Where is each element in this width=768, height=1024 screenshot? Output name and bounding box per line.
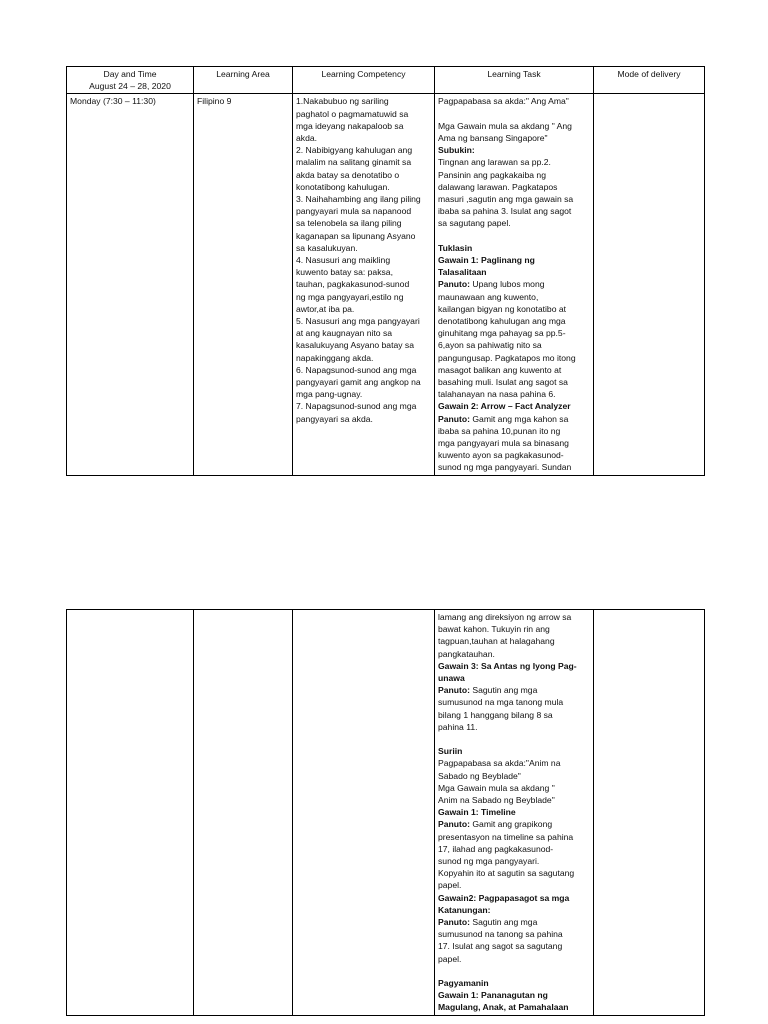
pagyamanin-heading: Pagyamanin	[438, 978, 489, 989]
surin-heading: Suriin	[438, 746, 463, 757]
day-cell: Monday (7:30 – 11:30)	[67, 94, 194, 475]
task-cell: lamang ang direksiyon ng arrow sa bawat kahon. Tukuyin rin ang tagpuan,tauhan at halagahang pangkatauhan. Gawain 3: Sa Antas ng Iyong Pag- unawa Panuto: Sagutin ang mga sumusunod na mga tanong mula bilang 1 hanggang bilang 8 sa pahina 11. Suriin Pagpapabasa sa akda:"Anim na Sabado ng Beyblade" Mga Gawain mula sa akdang " Anim na Sabado ng Beyblade" Gawain 1: Timeline Panuto: Gamit ang grapikong presentasyon na timeline sa pahina 17, ilahad ang pagkakasunod- sunod ng mga pangyayari. Kopyahin ito at sagutin sa sagutang papel. Gawain2: Pagpapasagot sa mga Katanungan: Panuto: Sagutin ang mga sumusunod na tanong sa pahina 17. Isulat ang sagot sa sagutang papel. Pagyamanin Gawain 1: Pananagutan ng Magulang, Anak, at Pamahalaan	[435, 610, 594, 1016]
header-learning-area: Learning Area	[194, 67, 293, 94]
header-date-range: August 24 – 28, 2020	[89, 81, 171, 92]
tuklasin-heading: Tuklasin	[438, 242, 473, 253]
day-cell	[67, 610, 194, 1016]
area-cell	[194, 610, 293, 1016]
mode-cell	[594, 94, 705, 475]
header-mode-of-delivery: Mode of delivery	[594, 67, 705, 94]
competency-cell	[293, 610, 435, 1016]
header-row	[67, 67, 705, 94]
header-day-time: Day and Time August 24 – 28, 2020	[67, 67, 194, 94]
task-cell: Pagpapabasa sa akda:" Ang Ama" Mga Gawain mula sa akdang " Ang Ama ng bansang Singapore" Subukin: Tingnan ang larawan sa pp.2. Pansinin ang pagkakaiba ng dalawang larawan. Pagkatapos masuri ,sagutin ang mga gawain sa ibaba sa pahina 3. Isulat ang sagot sa sagutang papel. Tuklasin Gawain 1: Paglinang ng Talasalitaan Panuto: Upang lubos mong maunawaan ang kuwento, kailangan bigyan ng konotatibo at denotatibong kahulugan ang mga ginuhitang mga pahayag sa pp.5- 6,ayon sa pahiwatig nito sa pangungusap. Pagkatapos mo itong masagot balikan ang kuwento at basahing muli. Isulat ang sagot sa talahanayan na nasa pahina 6. Gawain 2: Arrow – Fact Analyzer Panuto: Gamit ang mga kahon sa ibaba sa pahina 10,punan ito ng mga pangyayari mula sa binasang kuwento ayon sa pagkakasunod- sunod ng mga pangyayari. Sundan	[435, 94, 594, 475]
header-learning-competency: Learning Competency	[293, 67, 435, 94]
lesson-plan-table-bottom	[66, 609, 705, 1016]
subukin-heading: Subukin:	[438, 145, 475, 156]
table-row	[67, 610, 705, 1016]
mode-cell	[594, 610, 705, 1016]
area-cell: Filipino 9	[194, 94, 293, 475]
table-row	[67, 94, 705, 475]
competency-cell: 1.Nakabubuo ng sariling paghatol o pagmamatuwid sa mga ideyang nakapaloob sa akda. 2. Nabibigyang kahulugan ang malalim na salitang ginamit sa akda batay sa denotatibo o konotatibong kahulugan. 3. Naihahambing ang ilang piling pangyayari mula sa napanood sa telenobela sa ilang piling kaganapan sa lipunang Asyano sa kasalukuyan. 4. Nasusuri ang maikling kuwento batay sa: paksa, tauhan, pagkakasunod-sunod ng mga pangyayari,estilo ng awtor,at iba pa. 5. Nasusuri ang mga pangyayari at ang kaugnayan nito sa kasalukuyang Asyano batay sa napakinggang akda. 6. Napagsunod-sunod ang mga pangyayari gamit ang angkop na mga pang-ugnay. 7. Napagsunod-sunod ang mga pangyayari sa akda.	[293, 94, 435, 475]
header-learning-task: Learning Task	[435, 67, 594, 94]
task-title: Pagpapabasa sa akda:" Ang Ama"	[438, 96, 569, 107]
lesson-plan-table-top	[66, 66, 705, 476]
